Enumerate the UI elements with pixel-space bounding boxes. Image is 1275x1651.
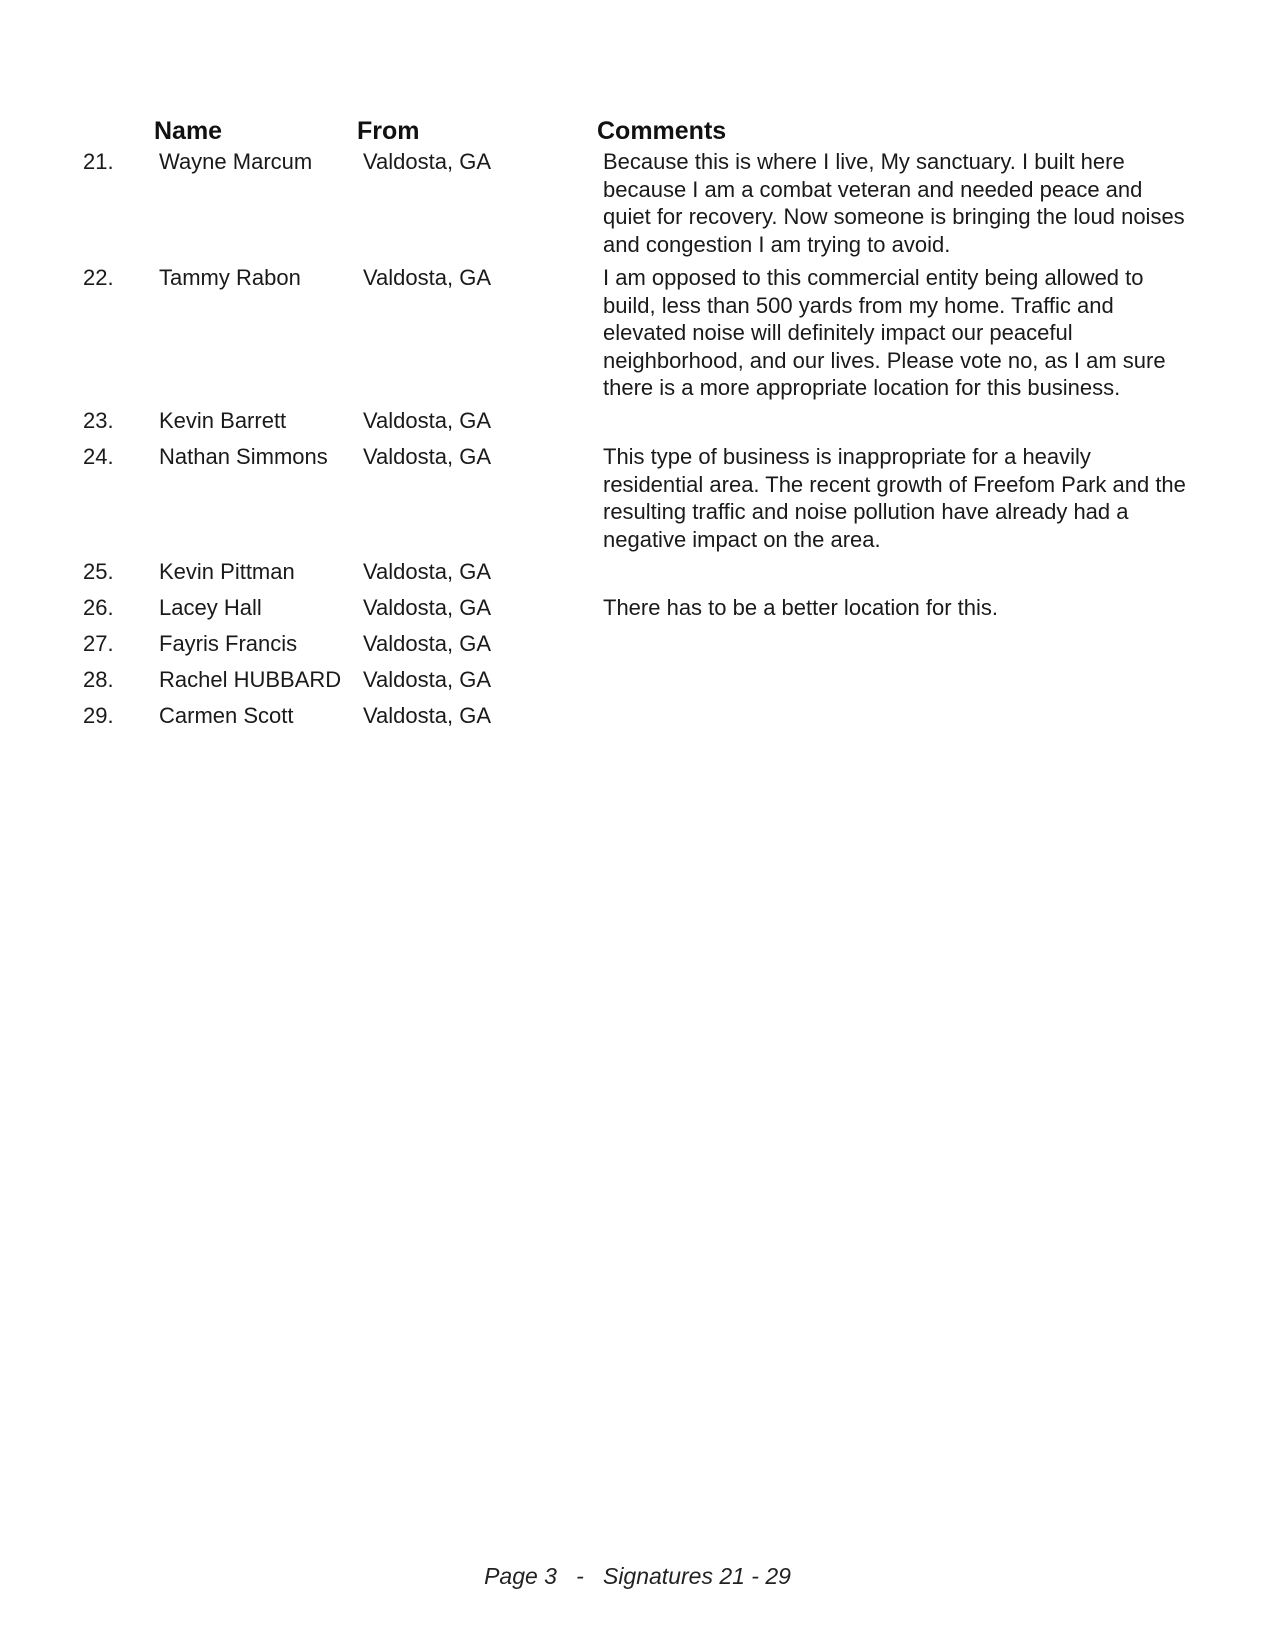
row-number: 26. xyxy=(83,595,114,620)
signer-comment: There has to be a better location for this. xyxy=(603,595,999,620)
row-number: 22. xyxy=(83,265,114,290)
signer-location: Valdosta, GA xyxy=(363,408,491,433)
signer-location: Valdosta, GA xyxy=(363,444,491,469)
signer-location: Valdosta, GA xyxy=(363,265,491,290)
signer-name: Wayne Marcum xyxy=(159,149,313,174)
row-number: 27. xyxy=(83,631,114,656)
footer-separator: - xyxy=(576,1563,584,1589)
row-number: 21. xyxy=(83,149,114,174)
signer-name: Kevin Barrett xyxy=(159,408,287,433)
row-number: 25. xyxy=(83,559,114,584)
signer-name: Tammy Rabon xyxy=(159,265,301,290)
signer-comment: Because this is where I live, My sanctuary. I built here because I am a combat veteran and needed peace and quiet for recovery. Now someone is bringing the loud noises and congestion I am trying to avoid. xyxy=(603,149,1185,257)
signer-location: Valdosta, GA xyxy=(363,595,491,620)
page-number: Page 3 xyxy=(484,1563,557,1589)
row-number: 23. xyxy=(83,408,114,433)
signature-range: Signatures 21 - 29 xyxy=(602,1563,791,1589)
signer-location: Valdosta, GA xyxy=(363,559,491,584)
signer-name: Rachel HUBBARD xyxy=(159,667,342,692)
signer-name: Lacey Hall xyxy=(159,595,262,620)
signer-location: Valdosta, GA xyxy=(363,703,491,728)
row-number: 28. xyxy=(83,667,114,692)
column-header-comments: Comments xyxy=(597,117,727,145)
signer-name: Kevin Pittman xyxy=(159,559,295,584)
row-number: 29. xyxy=(83,703,114,728)
signer-name: Carmen Scott xyxy=(159,703,294,728)
page-footer xyxy=(0,1563,1275,1590)
signer-location: Valdosta, GA xyxy=(363,631,491,656)
signer-name: Fayris Francis xyxy=(159,631,298,656)
signer-comment: This type of business is inappropriate for a heavily residential area. The recent growth of Freefom Park and the resulting traffic and noise pollution have already had a negative impact on the area. xyxy=(603,444,1186,552)
signer-name: Nathan Simmons xyxy=(159,444,328,469)
column-header-name: Name xyxy=(154,117,223,145)
row-number: 24. xyxy=(83,444,114,469)
signer-location: Valdosta, GA xyxy=(363,667,491,692)
signer-location: Valdosta, GA xyxy=(363,149,491,174)
signer-comment: I am opposed to this commercial entity being allowed to build, less than 500 yards from my home. Traffic and elevated noise will definitely impact our peaceful neighborhood, and our lives. Please vote no, as I am sure there is a more appropriate location for this business. xyxy=(603,265,1166,400)
column-header-from: From xyxy=(357,117,420,145)
